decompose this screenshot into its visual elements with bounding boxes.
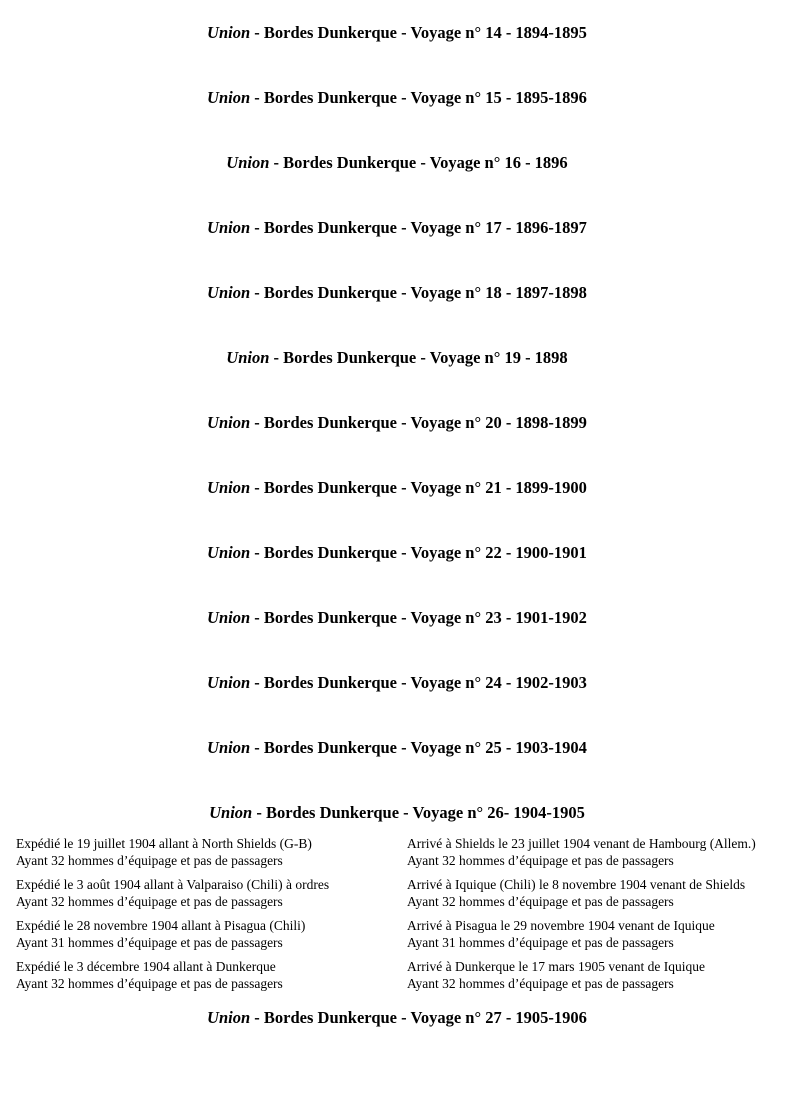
departure-entry: [16, 877, 329, 910]
arrival-text: Arrivé à Iquique (Chili) le 8 novembre 1904 venant de Shields: [407, 877, 746, 892]
ship-name: Union: [207, 88, 251, 107]
ship-name: Union: [207, 23, 251, 42]
departure-text: Expédié le 3 août 1904 allant à Valparaiso (Chili) à ordres: [16, 877, 330, 892]
voyage-heading-19: [0, 348, 794, 368]
departure-entry: [16, 959, 283, 992]
crew-text: Ayant 31 hommes d’équipage et pas de passagers: [407, 934, 674, 950]
ship-name: Union: [207, 478, 251, 497]
ship-name: Union: [226, 153, 270, 172]
arrival-entry: [407, 877, 745, 910]
ship-name: Union: [207, 283, 251, 302]
ship-name: Union: [209, 803, 253, 822]
voyage-title: - Bordes Dunkerque - Voyage n° 24 - 1902-1903: [250, 673, 587, 692]
voyage-title: - Bordes Dunkerque - Voyage n° 23 - 1901-1902: [250, 608, 587, 627]
departure-text: Expédié le 3 décembre 1904 allant à Dunkerque: [16, 959, 276, 974]
departure-entry: [16, 918, 305, 951]
voyage-title: - Bordes Dunkerque - Voyage n° 26- 1904-1905: [252, 803, 585, 822]
ship-name: Union: [207, 218, 251, 237]
voyage-heading-17: [0, 218, 794, 238]
voyage-heading-27: [0, 1008, 794, 1028]
voyage-heading-22: [0, 543, 794, 563]
voyage-heading-20: [0, 413, 794, 433]
ship-name: Union: [207, 413, 251, 432]
ship-name: Union: [207, 1008, 251, 1027]
crew-text: Ayant 32 hommes d’équipage et pas de passagers: [407, 975, 674, 991]
ship-name: Union: [207, 673, 251, 692]
log-row: [0, 918, 800, 954]
voyage-heading-24: [0, 673, 794, 693]
arrival-text: Arrivé à Pisagua le 29 novembre 1904 venant de Iquique: [407, 918, 715, 933]
voyage-title: - Bordes Dunkerque - Voyage n° 27 - 1905-1906: [250, 1008, 587, 1027]
crew-text: Ayant 32 hommes d’équipage et pas de passagers: [407, 852, 674, 868]
arrival-entry: [407, 836, 756, 869]
voyage-title: - Bordes Dunkerque - Voyage n° 16 - 1896: [269, 153, 568, 172]
crew-text: Ayant 32 hommes d’équipage et pas de passagers: [407, 893, 674, 909]
voyage-title: - Bordes Dunkerque - Voyage n° 14 - 1894-1895: [250, 23, 587, 42]
voyage-title: - Bordes Dunkerque - Voyage n° 20 - 1898-1899: [250, 413, 587, 432]
voyage-title: - Bordes Dunkerque - Voyage n° 17 - 1896-1897: [250, 218, 587, 237]
voyage-title: - Bordes Dunkerque - Voyage n° 22 - 1900-1901: [250, 543, 587, 562]
ship-name: Union: [207, 738, 251, 757]
departure-text: Expédié le 19 juillet 1904 allant à North Shields (G-B): [16, 836, 312, 851]
arrival-text: Arrivé à Dunkerque le 17 mars 1905 venant de Iquique: [407, 959, 706, 974]
arrival-entry: [407, 959, 705, 992]
crew-text: Ayant 32 hommes d’équipage et pas de passagers: [16, 975, 283, 991]
voyage-heading-26: [0, 803, 794, 823]
ship-name: Union: [207, 608, 251, 627]
voyage-heading-16: [0, 153, 794, 173]
arrival-text: Arrivé à Shields le 23 juillet 1904 venant de Hambourg (Allem.): [407, 836, 756, 851]
arrival-entry: [407, 918, 715, 951]
voyage-title: - Bordes Dunkerque - Voyage n° 21 - 1899-1900: [250, 478, 587, 497]
log-row: [0, 877, 800, 913]
voyage-heading-14: [0, 23, 794, 43]
voyage-heading-18: [0, 283, 794, 303]
voyage-title: - Bordes Dunkerque - Voyage n° 18 - 1897-1898: [250, 283, 587, 302]
voyage-heading-23: [0, 608, 794, 628]
log-row: [0, 959, 800, 995]
departure-text: Expédié le 28 novembre 1904 allant à Pisagua (Chili): [16, 918, 306, 933]
voyage-title: - Bordes Dunkerque - Voyage n° 19 - 1898: [269, 348, 568, 367]
voyage-heading-15: [0, 88, 794, 108]
voyage-title: - Bordes Dunkerque - Voyage n° 25 - 1903-1904: [250, 738, 587, 757]
crew-text: Ayant 31 hommes d’équipage et pas de passagers: [16, 934, 283, 950]
ship-name: Union: [207, 543, 251, 562]
ship-name: Union: [226, 348, 270, 367]
log-row: [0, 836, 800, 872]
crew-text: Ayant 32 hommes d’équipage et pas de passagers: [16, 852, 283, 868]
voyage-heading-21: [0, 478, 794, 498]
voyage-heading-25: [0, 738, 794, 758]
voyage-title: - Bordes Dunkerque - Voyage n° 15 - 1895-1896: [250, 88, 587, 107]
departure-entry: [16, 836, 312, 869]
crew-text: Ayant 32 hommes d’équipage et pas de passagers: [16, 893, 283, 909]
